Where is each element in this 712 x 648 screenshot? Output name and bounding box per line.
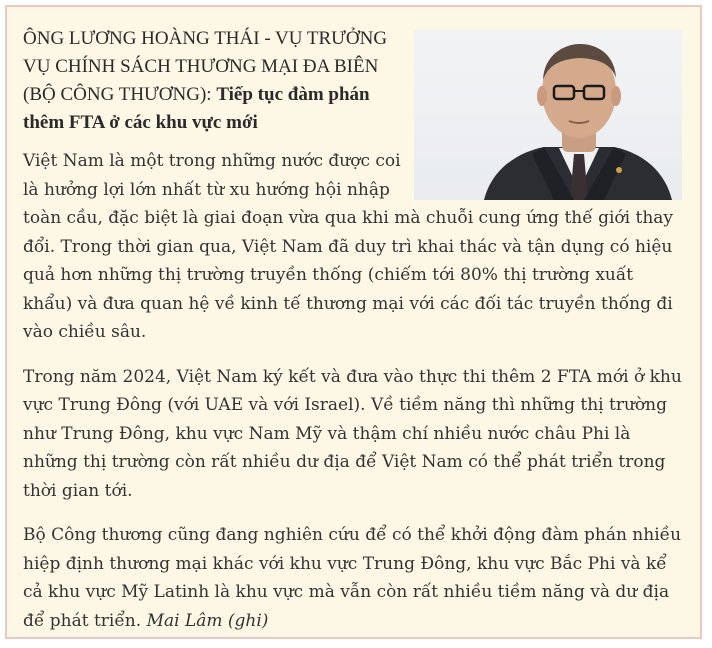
author-credit: Mai Lâm (ghi) <box>146 610 269 631</box>
paragraph-1: Việt Nam là một trong những nước được coi là hưởng lợi lớn nhất từ xu hướng hội nhập toàn cầu, đặc biệt là giai đoạn vừa qua khi mà chuỗi cung ứng thế giới thay đổi. Trong thời gian qua, Việt Nam đã duy trì khai thác và tận dụng có hiệu quả hơn những thị trường truyền thống (chiếm tới 80% thị trường xuất khẩu) và đưa quan hệ về kinh tế thương mại với các đối tác truyền thống đi vào chiều sâu. <box>23 151 674 342</box>
heading-name: ÔNG LƯƠNG HOÀNG THÁI - VỤ TRƯỞNG VỤ CHÍNH SÁCH THƯƠNG MẠI ĐA BIÊN (BỘ CÔNG THƯƠNG): <box>23 28 388 105</box>
heading-quote: Tiếp tục đàm phán thêm FTA ở các khu vực mới <box>23 84 370 133</box>
portrait-photo <box>414 30 682 200</box>
paragraph-3 <box>23 521 684 635</box>
sidebar-box <box>5 5 702 639</box>
paragraph-2: Trong năm 2024, Việt Nam ký kết và đưa vào thực thi thêm 2 FTA mới ở khu vực Trung Đông (với UAE và với Israel). Về tiềm năng thì những thị trường như Trung Đông, khu vực Nam Mỹ và thậm chí nhiều nước châu Phi là những thị trường còn rất nhiều dư địa để Việt Nam có thể phát triển trong thời gian tới. <box>23 366 682 501</box>
portrait-icon <box>414 30 682 200</box>
paragraph-3-text: Bộ Công thương cũng đang nghiên cứu để có thể khởi động đàm phán nhiều hiệp định thương mại khác với khu vực Trung Đông, khu vực Bắc Phi và kể cả khu vực Mỹ Latinh là khu vực mà vẫn còn rất nhiều tiềm năng và dư địa để phát triển. <box>23 525 682 631</box>
